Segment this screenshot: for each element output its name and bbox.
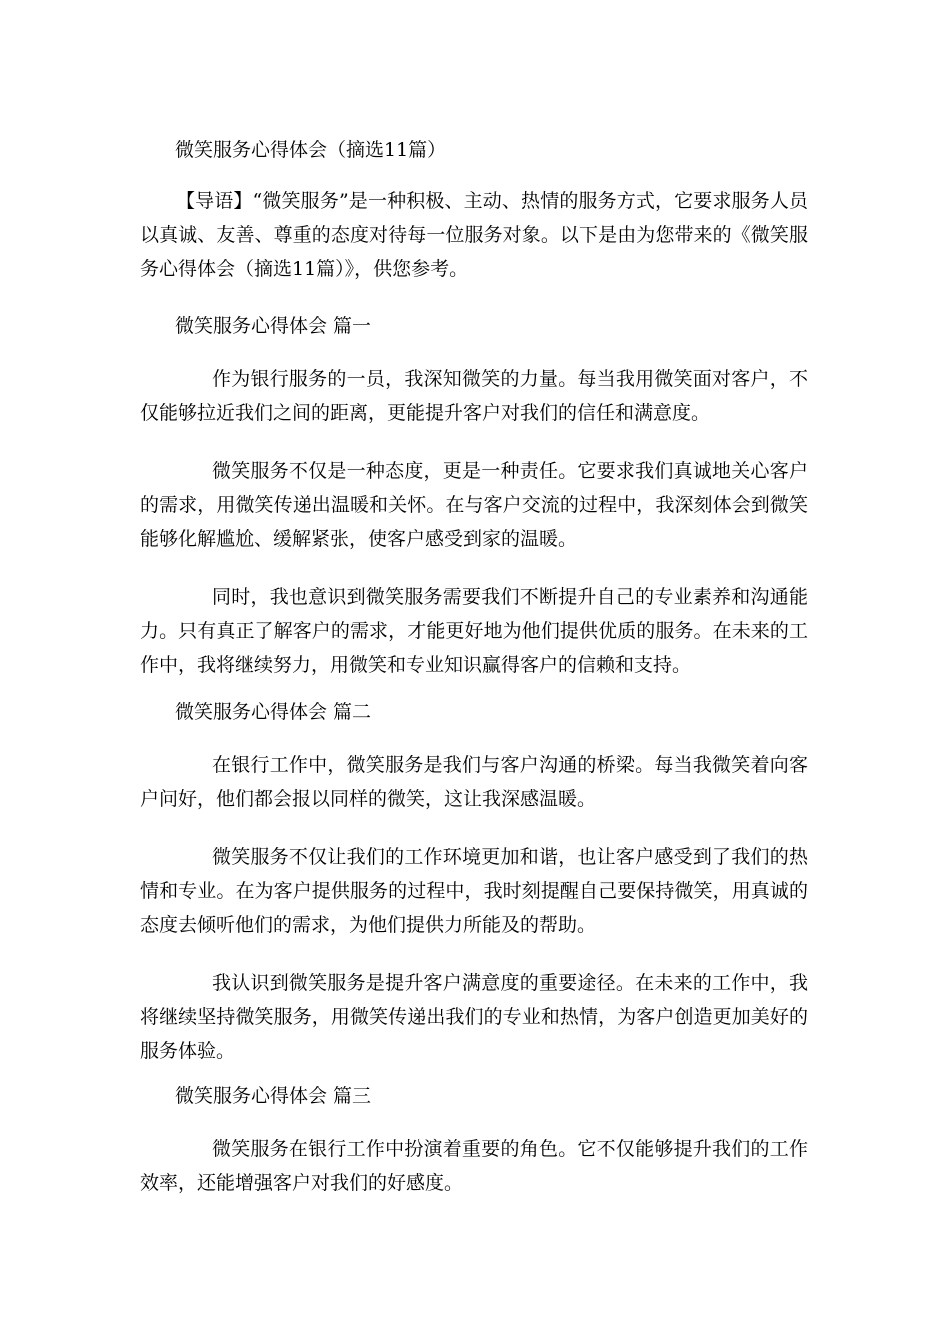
section-2-paragraph-3: 我认识到微笑服务是提升客户满意度的重要途径。在未来的工作中，我将继续坚持微笑服务，用微笑传递出我们的专业和热情，为客户创造更加美好的服务体验。: [140, 972, 808, 1062]
section-1-paragraph-1: 作为银行服务的一员，我深知微笑的力量。每当我用微笑面对客户，不仅能够拉近我们之间的距离，更能提升客户对我们的信任和满意度。: [140, 368, 808, 424]
section-heading-3: 微笑服务心得体会 篇三: [175, 1085, 372, 1107]
intro-paragraph: 【导语】“微笑服务”是一种积极、主动、热情的服务方式，它要求服务人员以真诚、友善、尊重的态度对待每一位服务对象。以下是由为您带来的《微笑服务心得体会（摘选11篇）》，供您参考。: [140, 190, 808, 280]
section-2-paragraph-1: 在银行工作中，微笑服务是我们与客户沟通的桥梁。每当我微笑着向客户问好，他们都会报以同样的微笑，这让我深感温暖。: [140, 754, 808, 810]
section-2-paragraph-2: 微笑服务不仅让我们的工作环境更加和谐，也让客户感受到了我们的热情和专业。在为客户提供服务的过程中，我时刻提醒自己要保持微笑，用真诚的态度去倾听他们的需求，为他们提供力所能及的帮助。: [140, 846, 808, 936]
section-3-paragraph-1: 微笑服务在银行工作中扮演着重要的角色。它不仅能够提升我们的工作效率，还能增强客户对我们的好感度。: [140, 1138, 808, 1194]
section-heading-1: 微笑服务心得体会 篇一: [175, 315, 372, 337]
document-title: 微笑服务心得体会（摘选11篇）: [175, 139, 447, 161]
section-heading-2: 微笑服务心得体会 篇二: [175, 701, 372, 723]
section-1-paragraph-2: 微笑服务不仅是一种态度，更是一种责任。它要求我们真诚地关心客户的需求，用微笑传递出温暖和关怀。在与客户交流的过程中，我深刻体会到微笑能够化解尴尬、缓解紧张，使客户感受到家的温暖。: [140, 460, 808, 550]
section-1-paragraph-3: 同时，我也意识到微笑服务需要我们不断提升自己的专业素养和沟通能力。只有真正了解客户的需求，才能更好地为他们提供优质的服务。在未来的工作中，我将继续努力，用微笑和专业知识赢得客户的信赖和支持。: [140, 586, 808, 676]
